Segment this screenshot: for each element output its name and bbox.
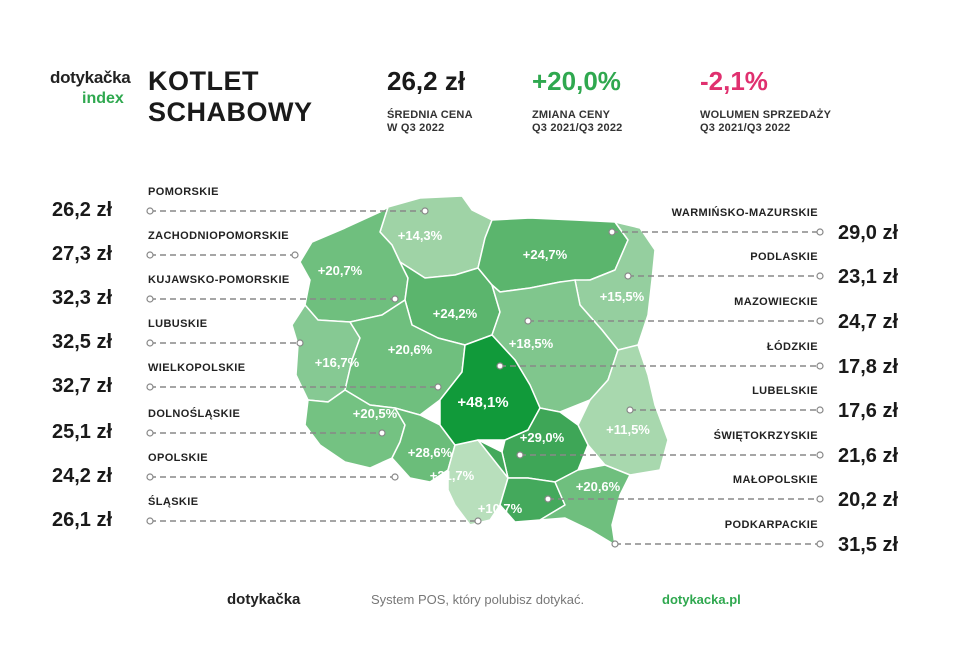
leader-dot (147, 518, 153, 524)
footer-logo: dotykačka (227, 591, 301, 608)
stat-value: -2,1% (700, 66, 768, 96)
leader-dot (817, 363, 823, 369)
leader-dot (392, 474, 398, 480)
leader-dot (297, 340, 303, 346)
region-change-label: +24,7% (522, 247, 568, 262)
region-change-label: +15,5% (599, 289, 645, 304)
region-price: 26,2 zł (52, 199, 113, 221)
leader-dot (817, 407, 823, 413)
region-price: 24,2 zł (52, 465, 113, 487)
region-change-label: +14,3% (397, 228, 443, 243)
stat-value: +20,0% (532, 66, 621, 96)
leader-dot (147, 384, 153, 390)
footer-link[interactable]: dotykacka.pl (662, 592, 741, 607)
leader-dot (379, 430, 385, 436)
region-price: 31,5 zł (838, 534, 899, 556)
region-name: DOLNOŚLĄSKIE (148, 408, 241, 420)
region-change-label: +28,6% (407, 445, 453, 460)
region-name: WARMIŃSKO-MAZURSKIE (671, 207, 818, 219)
region-price: 32,5 zł (52, 331, 113, 353)
stat-label: ŚREDNIA CENA (387, 109, 473, 121)
leader-dot (435, 384, 441, 390)
region-change-label: +21,7% (429, 468, 475, 483)
region-price: 32,3 zł (52, 287, 113, 309)
region-change-label: +18,5% (508, 336, 554, 351)
region-name: MAZOWIECKIE (734, 296, 818, 308)
region-change-label: +20,7% (317, 263, 363, 278)
region-price: 24,7 zł (838, 311, 899, 333)
region-name: ŚWIĘTOKRZYSKIE (713, 430, 818, 442)
leader-dot (817, 229, 823, 235)
leader-dot (525, 318, 531, 324)
brand-sub: index (82, 90, 124, 107)
leader-dot (392, 296, 398, 302)
title-line-2: SCHABOWY (148, 97, 313, 127)
region-change-label: +10,7% (477, 501, 523, 516)
footer-tagline: System POS, który polubisz dotykać. (371, 592, 585, 607)
leader-dot (627, 407, 633, 413)
leader-dot (817, 541, 823, 547)
leader-dot (422, 208, 428, 214)
leader-dot (147, 474, 153, 480)
leader-dot (147, 340, 153, 346)
leader-dot (497, 363, 503, 369)
region-price: 20,2 zł (838, 489, 899, 511)
brand-logo: dotykačka (50, 68, 131, 87)
leader-dot (147, 430, 153, 436)
region-name: ZACHODNIOPOMORSKIE (148, 230, 290, 242)
leader-dot (817, 273, 823, 279)
leader-dot (475, 518, 481, 524)
stat-label: W Q3 2022 (387, 122, 445, 134)
region-change-label: +20,5% (352, 406, 398, 421)
title-line-1: KOTLET (148, 66, 259, 96)
leader-dot (147, 252, 153, 258)
leader-dot (625, 273, 631, 279)
region-change-label: +24,2% (432, 306, 478, 321)
leader-dot (545, 496, 551, 502)
stat-label: Q3 2021/Q3 2022 (532, 122, 623, 134)
region-change-label: +20,6% (575, 479, 621, 494)
stat-label: Q3 2021/Q3 2022 (700, 122, 791, 134)
leader-dot (147, 296, 153, 302)
region-name: KUJAWSKO-POMORSKIE (148, 274, 290, 286)
leader-dot (817, 318, 823, 324)
leader-dot (817, 452, 823, 458)
region-price: 23,1 zł (838, 266, 899, 288)
region-name: ŚLĄSKIE (148, 496, 199, 508)
region-change-label: +48,1% (457, 394, 509, 411)
region-name: WIELKOPOLSKIE (148, 362, 246, 374)
region-change-label: +20,6% (387, 342, 433, 357)
leader-dot (817, 496, 823, 502)
leader-dot (517, 452, 523, 458)
stat-label: WOLUMEN SPRZEDAŻY (700, 109, 832, 121)
region-name: LUBELSKIE (752, 385, 818, 397)
region-price: 17,8 zł (838, 356, 899, 378)
region-name: POMORSKIE (148, 186, 219, 198)
region-name: LUBUSKIE (148, 318, 208, 330)
region-change-label: +29,0% (519, 430, 565, 445)
region-price: 27,3 zł (52, 243, 113, 265)
region-price: 26,1 zł (52, 509, 113, 531)
region-change-label: +16,7% (314, 355, 360, 370)
stat-label: ZMIANA CENY (532, 109, 611, 121)
region-name: PODLASKIE (750, 251, 818, 263)
region-name: MAŁOPOLSKIE (732, 474, 818, 486)
leader-dot (609, 229, 615, 235)
region-price: 32,7 zł (52, 375, 113, 397)
region-price: 21,6 zł (838, 445, 899, 467)
region-name: OPOLSKIE (148, 452, 209, 464)
leader-dot (292, 252, 298, 258)
region-price: 29,0 zł (838, 222, 899, 244)
stat-value: 26,2 zł (387, 66, 466, 96)
region-price: 25,1 zł (52, 421, 113, 443)
region-name: ŁÓDZKIE (766, 341, 818, 353)
region-change-label: +11,5% (606, 422, 650, 437)
leader-dot (147, 208, 153, 214)
leader-dot (612, 541, 618, 547)
region-price: 17,6 zł (838, 400, 899, 422)
region-name: PODKARPACKIE (724, 519, 818, 531)
